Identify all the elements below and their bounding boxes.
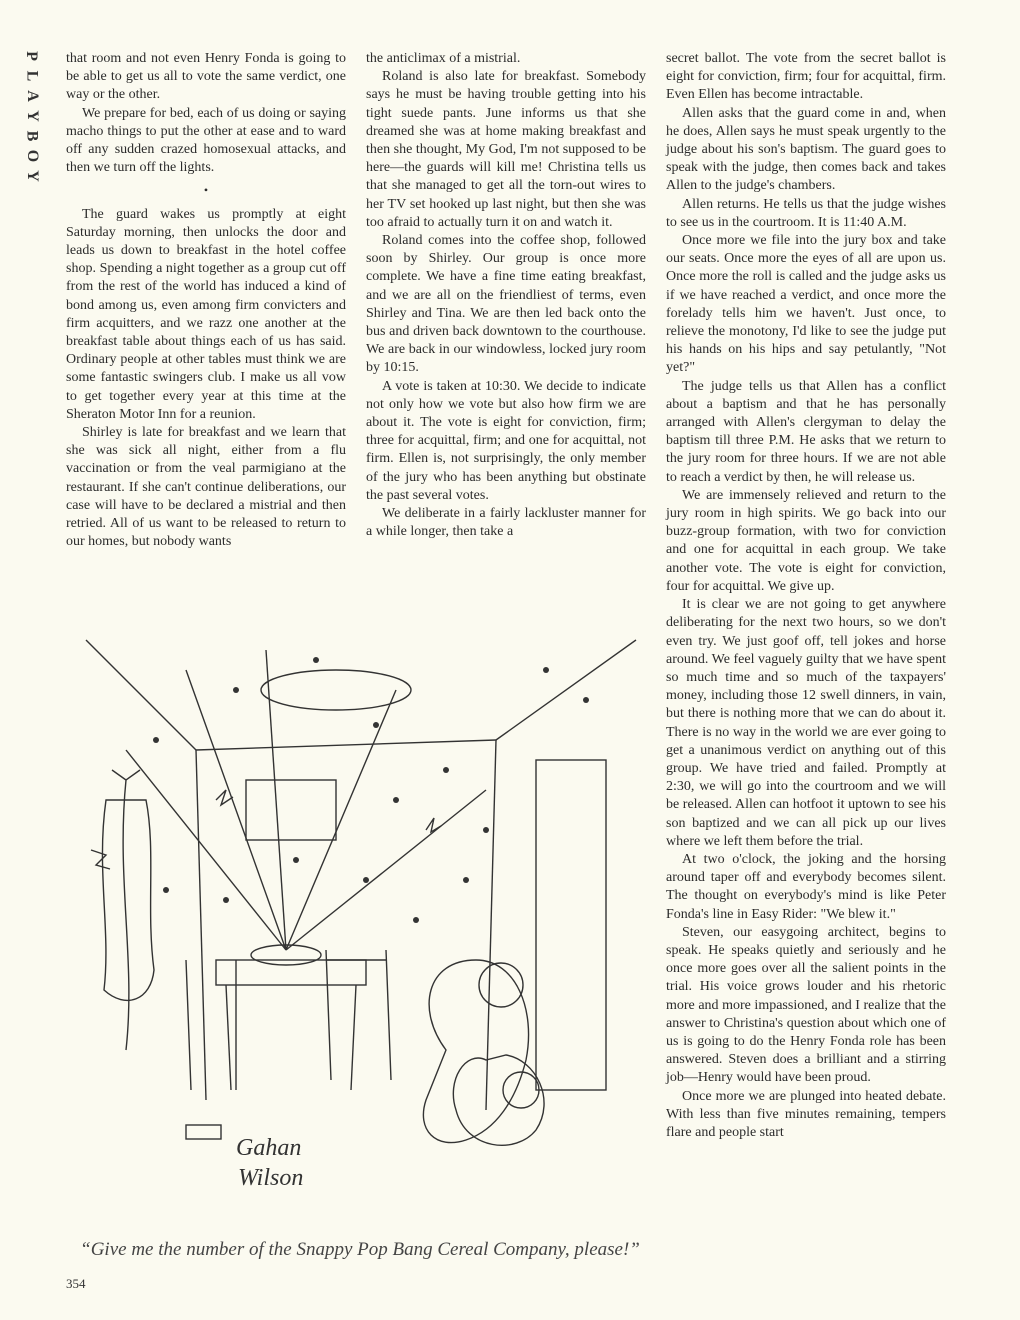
paragraph: Roland comes into the coffee shop, followed soon by Shirley. Our group is once more complete. We have a fine time eating breakfast, and we are all on the friendliest of terms, even Shirley and Tina. We are then led back onto the bus and driven back downtown to the courthouse. We are back in our windowless, locked jury room by 10:15. [366, 233, 646, 376]
paragraph: We deliberate in a fairly lackluster manner for a while longer, then take a [366, 506, 646, 540]
paragraph: Allen returns. He tells us that the judge wishes to see us in the courtroom. It is 11:40 A.M. [666, 196, 946, 230]
logo-letter: L [23, 70, 41, 82]
logo-letter: Y [23, 170, 41, 182]
paragraph: Shirley is late for breakfast and we learn that she was sick all night, either from a flu vaccination or from the veal parmigiano at the restaurant. If she can't continue deliberations, our case will have to be declared a mistrial and then retried. All of us want to be released to return to our homes, but nobody wants [66, 425, 346, 550]
paragraph: Roland is also late for breakfast. Somebody says he must be having trouble getting into his tight suede pants. June informs us that she dreamed she was at home making breakfast and then she thought, My God, I'm not supposed to be here—the guards will kill me! Christina tells us that she managed to get all the torn-out wires to her TV set hooked up last night, but then she was too afraid to actually turn it on and watch it. [366, 69, 646, 230]
logo-letter: Y [23, 110, 41, 122]
paragraph: At two o'clock, the joking and the horsing around taper off and everybody becomes silent. The thought on everybody's mind is like Peter Fonda's line in Easy Rider: "We blew it." [666, 851, 946, 922]
paragraph: It is clear we are not going to get anywhere deliberating for the next two hours, so we don't even try. We just goof off, tell jokes and horse around. We feel vaguely guilty that we have spent so much time and so much of the taxpayers' money, including those 12 swell dinners, in vain, but there is nothing more that we can do about it. There is no way in the world we are ever going to get a unanimous verdict on anything out of this group. We have tried and failed. Promptly at 2:30, we will go into the courtroom and we will be released. Allen can hotfoot it uptown to see his son baptized and we can all pick up our lives where we left them before the trial. [666, 597, 946, 849]
paragraph: Allen asks that the guard come in and, when he does, Allen says he must speak urgently to the judge about his son's baptism. The guard goes to speak with the judge, then comes back and takes Allen to the judge's chambers. [666, 105, 946, 194]
logo-letter: P [22, 51, 40, 61]
section-separator: • [203, 183, 209, 198]
paragraph: Once more we are plunged into heated debate. With less than five minutes remaining, tempers flare and people start [666, 1088, 946, 1140]
logo-letter: B [23, 130, 41, 142]
paragraph: Once more we file into the jury box and take our seats. Once more the eyes of all are upon us. Once more the roll is called and the judge asks us if we have reached a verdict, and once more the forelady tells him we haven't. Just once, to relieve the monotony, I'd like to see the judge put his hands on his hips and say petulantly, "Not yet?" [666, 233, 946, 376]
signature-line1: Gahan [236, 1135, 302, 1161]
logo-letter: A [23, 90, 41, 102]
signature-line2: Wilson [238, 1165, 304, 1191]
text-column-3 [666, 50, 946, 1142]
magazine-logo [18, 48, 50, 198]
page-number: 354 [66, 1276, 86, 1291]
paragraph: that room and not even Henry Fonda is going to be able to get us all to vote the same verdict, one way or the other. [66, 51, 346, 103]
cartoon-illustration [66, 630, 646, 1220]
logo-letter: O [24, 149, 42, 163]
paragraph: A vote is taken at 10:30. We decide to indicate not only how we vote but also how firm we are about it. The vote is eight for conviction, firm; three for acquittal, firm; and one for acquittal, not firm. Ellen is, not surprisingly, the only member of the jury who has been anything but obstinate the past several votes. [366, 378, 646, 503]
cartoon-caption: “Give me the number of the Snappy Pop Bang Cereal Company, please!” [80, 1239, 640, 1260]
paragraph: We are immensely relieved and return to the jury room in high spirits. We go back into our buzz-group formation, with two for conviction and one for acquittal in each group. We take another vote. The vote is eight for conviction, four for acquittal. We give up. [666, 487, 946, 594]
text-column-2 [366, 50, 646, 541]
paragraph: secret ballot. The vote from the secret ballot is eight for conviction, firm; four for acquittal, firm. Even Ellen has become intractable. [666, 51, 946, 103]
paragraph: We prepare for bed, each of us doing or saying macho things to put the other at ease and to ward off any sudden crazed homosexual attacks, and then we turn off the lights. [66, 105, 346, 176]
paragraph: The judge tells us that Allen has a conflict about a baptism and that he has personally arranged with Allen's clergyman to delay the baptism till three P.M. He asks that we return to the jury room for three hours. If we are not able to reach a verdict by then, he will release us. [666, 378, 946, 485]
paragraph: Steven, our easygoing architect, begins to speak. He speaks quietly and seriously and he once more goes over all the salient points in the trial. His voice grows louder and his rhetoric more and more impassioned, and I realize that the answer to Christina's question about which one of us is going to do the Henry Fonda role has been answered. Steven does a brilliant and a stirring job—Henry would have been proud. [666, 924, 946, 1086]
paragraph: the anticlimax of a mistrial. [366, 51, 521, 66]
paragraph: The guard wakes us promptly at eight Saturday morning, then unlocks the door and leads us down to breakfast in the hotel coffee shop. Spending a night together as a group cut off from the rest of the world has induced a kind of bond among us, even among firm convicters and firm acquitters, and we razz one another at the breakfast table about things each of us has said. Ordinary people at other tables must think we are some fantastic swingers club. I make us all vow to get together every year at this time at the Sheraton Motor Inn for a reunion. [66, 206, 346, 422]
text-column-1 [66, 50, 346, 551]
